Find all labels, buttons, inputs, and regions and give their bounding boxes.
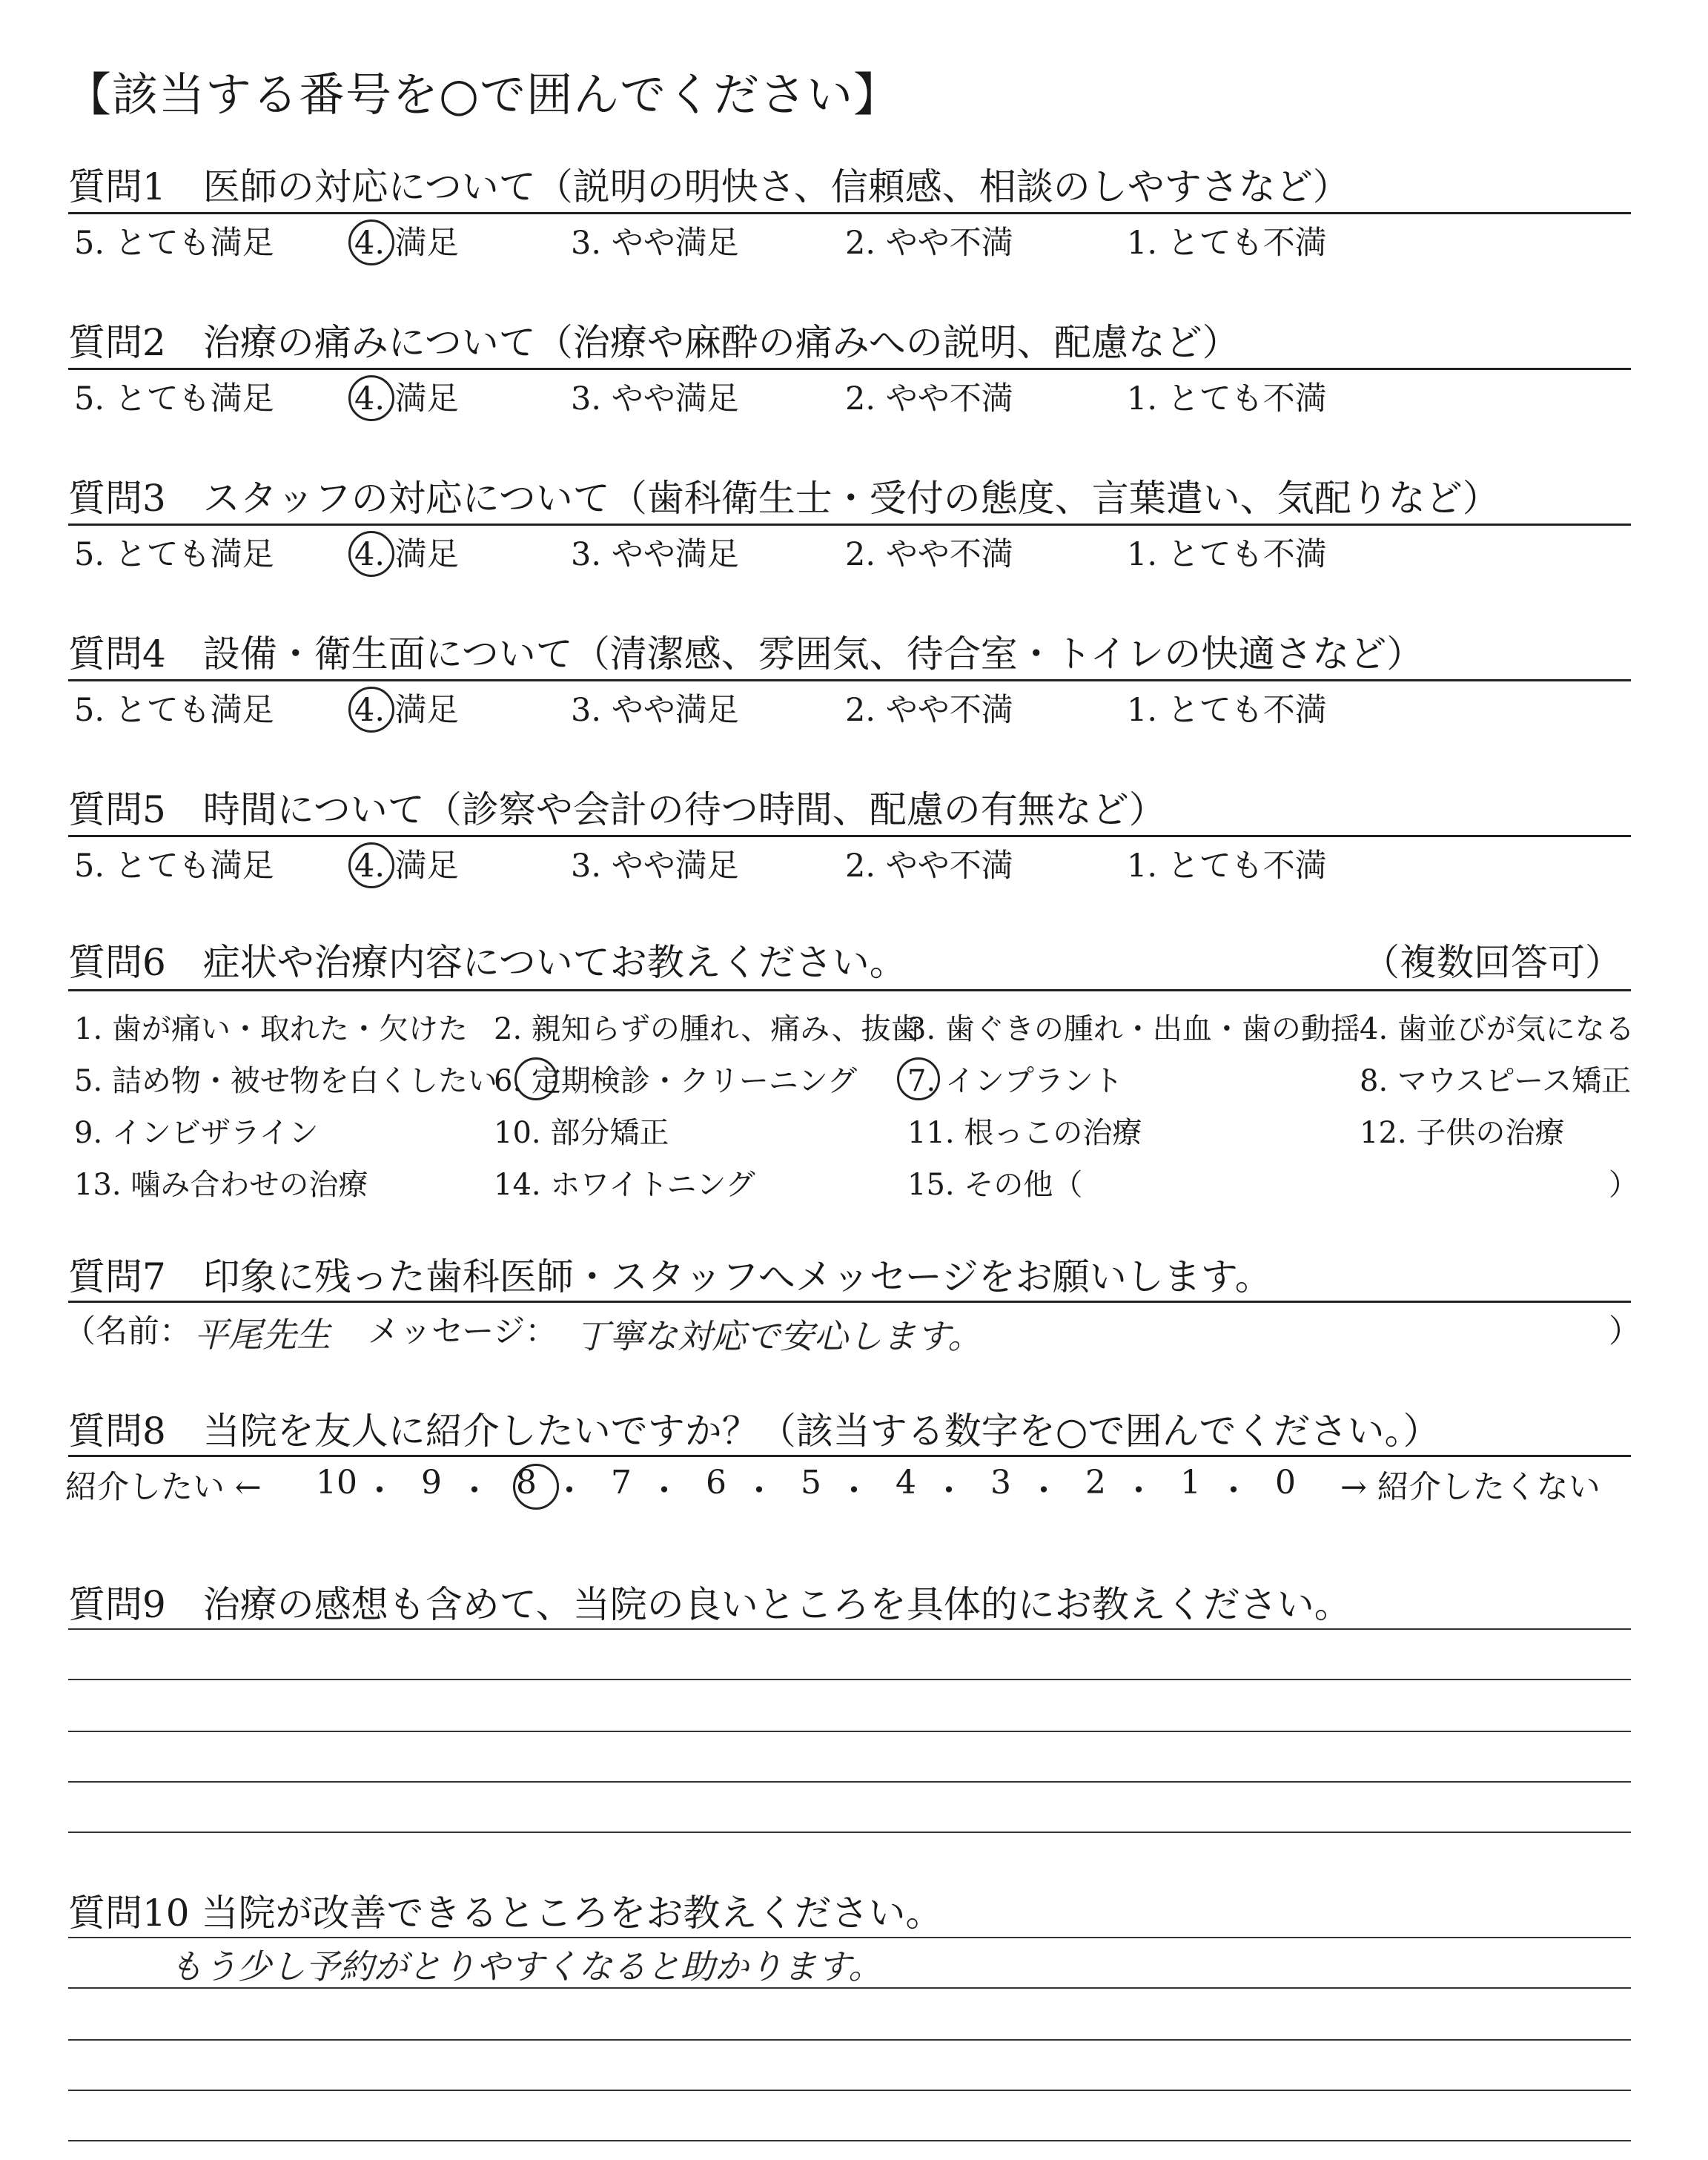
q1-option-5: 5. とても満足 [74, 225, 274, 262]
q6-option-1: 1. 歯が痛い・取れた・欠けた [74, 1012, 468, 1046]
q1-option-3: 3. やや満足 [571, 225, 739, 262]
q6-option-15: 15. その他（ [907, 1168, 1083, 1202]
q7-name-label: （名前： [64, 1313, 191, 1350]
q10-title: 質問10 当院が改善できるところをお教えください。 [68, 1892, 943, 1935]
q9-title: 質問9 治療の感想も含めて、当院の良いところを具体的にお教えください。 [68, 1583, 1351, 1626]
q10-line-2 [68, 1987, 1631, 1989]
q7-name-value: 平尾先生 [194, 1315, 331, 1355]
q4-rule [68, 679, 1631, 681]
q2-option-4: 4. 満足 [354, 380, 459, 417]
q7-message-label: メッセージ： [368, 1313, 557, 1350]
q2-option-2: 2. やや不満 [845, 380, 1013, 417]
q8-scale-5: 5 [801, 1464, 821, 1502]
q8-title: 質問8 当院を友人に紹介したいですか？（該当する数字を○で囲んでください。） [68, 1410, 1440, 1453]
q3-option-4: 4. 満足 [354, 536, 459, 573]
q6-option-9: 9. インビザライン [74, 1116, 319, 1150]
q8-separator: ・ [363, 1472, 396, 1510]
q6-option-13: 13. 噛み合わせの治療 [74, 1168, 368, 1202]
q6-note: （複数回答可） [1363, 941, 1622, 984]
q6-other-close-paren: ） [1609, 1168, 1638, 1202]
q8-scale-10: 10 [316, 1464, 357, 1502]
q8-scale-7: 7 [611, 1464, 632, 1502]
q1-circle-4 [348, 219, 394, 265]
q10-line-4 [68, 2090, 1631, 2091]
q6-option-12: 12. 子供の治療 [1360, 1116, 1565, 1150]
q5-option-1: 1. とても不満 [1127, 848, 1327, 885]
q8-scale-6: 6 [706, 1464, 726, 1502]
q6-option-4: 4. 歯並びが気になる [1360, 1012, 1635, 1046]
q4-title: 質問4 設備・衛生面について（清潔感、雰囲気、待合室・トイレの快適さなど） [68, 633, 1424, 676]
q8-separator: ・ [648, 1472, 681, 1510]
q8-rule [68, 1455, 1631, 1457]
q4-circle-4 [348, 687, 394, 733]
q6-option-2: 2. 親知らずの腫れ、痛み、抜歯 [494, 1012, 921, 1046]
q10-line-3 [68, 2039, 1631, 2041]
q5-option-3: 3. やや満足 [571, 848, 739, 885]
q6-option-8: 8. マウスピース矯正 [1360, 1064, 1632, 1098]
q8-scale-2: 2 [1085, 1464, 1106, 1502]
q8-scale-4: 4 [896, 1464, 916, 1502]
q8-separator: ・ [933, 1472, 965, 1510]
q6-option-14: 14. ホワイトニング [494, 1168, 755, 1202]
q9-line-5 [68, 1832, 1631, 1833]
q3-option-5: 5. とても満足 [74, 536, 274, 573]
q6-title: 質問6 症状や治療内容についてお教えください。 [68, 941, 907, 984]
q6-option-3: 3. 歯ぐきの腫れ・出血・歯の動揺 [907, 1012, 1360, 1046]
q8-scale-0: 0 [1275, 1464, 1296, 1502]
q5-option-4: 4. 満足 [354, 848, 459, 885]
q8-circle-8 [513, 1464, 559, 1510]
q5-circle-4 [348, 842, 394, 888]
q6-option-11: 11. 根っこの治療 [907, 1116, 1142, 1150]
q5-title: 質問5 時間について（診察や会計の待つ時間、配慮の有無など） [68, 788, 1166, 831]
q8-separator: ・ [553, 1472, 586, 1510]
q6-circle-6 [514, 1057, 557, 1100]
q3-title: 質問3 スタッフの対応について（歯科衛生士・受付の態度、言葉遣い、気配りなど） [68, 477, 1500, 520]
q8-left-label: 紹介したい ← [65, 1469, 262, 1506]
q9-line-1 [68, 1628, 1631, 1630]
q8-scale-3: 3 [990, 1464, 1011, 1502]
q8-separator: ・ [1027, 1472, 1060, 1510]
q5-rule [68, 835, 1631, 837]
q10-line-5 [68, 2140, 1631, 2141]
q1-rule [68, 212, 1631, 214]
q5-option-5: 5. とても満足 [74, 848, 274, 885]
q8-separator: ・ [1122, 1472, 1155, 1510]
q9-line-2 [68, 1679, 1631, 1680]
q4-option-5: 5. とても満足 [74, 692, 274, 729]
q6-circle-7 [897, 1057, 940, 1100]
q6-rule [68, 989, 1631, 991]
q2-option-3: 3. やや満足 [571, 380, 739, 417]
q3-option-2: 2. やや不満 [845, 536, 1013, 573]
q6-option-5: 5. 詰め物・被せ物を白くしたい [74, 1064, 497, 1098]
q4-option-4: 4. 満足 [354, 692, 459, 729]
q3-rule [68, 524, 1631, 526]
q8-right-label: → 紹介したくない [1340, 1469, 1601, 1506]
q4-option-3: 3. やや満足 [571, 692, 739, 729]
q8-separator: ・ [838, 1472, 870, 1510]
q8-scale-1: 1 [1180, 1464, 1201, 1502]
q1-option-1: 1. とても不満 [1127, 225, 1327, 262]
q10-answer: もう少し予約がとりやすくなると助かります。 [169, 1946, 883, 1986]
page-header: 【該当する番号を○で囲んでください】 [65, 67, 901, 122]
q10-line-1 [68, 1937, 1631, 1938]
q3-option-3: 3. やや満足 [571, 536, 739, 573]
q7-title: 質問7 印象に残った歯科医師・スタッフへメッセージをお願いします。 [68, 1255, 1272, 1298]
q6-option-10: 10. 部分矯正 [494, 1116, 669, 1150]
q1-option-4: 4. 満足 [354, 225, 459, 262]
q8-separator: ・ [743, 1472, 775, 1510]
q2-title: 質問2 治療の痛みについて（治療や麻酔の痛みへの説明、配慮など） [68, 321, 1239, 364]
q1-title: 質問1 医師の対応について（説明の明快さ、信頼感、相談のしやすさなど） [68, 165, 1350, 208]
q6-option-6: 6. 定期検診・クリーニング [494, 1064, 858, 1098]
q2-option-5: 5. とても満足 [74, 380, 274, 417]
q8-scale-9: 9 [421, 1464, 442, 1502]
q9-line-3 [68, 1731, 1631, 1732]
q7-rule [68, 1301, 1631, 1303]
q3-option-1: 1. とても不満 [1127, 536, 1327, 573]
q2-rule [68, 368, 1631, 370]
q3-circle-4 [348, 531, 394, 577]
q7-message-value: 丁寧な対応で安心します。 [575, 1316, 982, 1356]
q5-option-2: 2. やや不満 [845, 848, 1013, 885]
q6-option-7: 7. インプラント [907, 1064, 1123, 1098]
q9-line-4 [68, 1781, 1631, 1783]
q4-option-1: 1. とても不満 [1127, 692, 1327, 729]
q1-option-2: 2. やや不満 [845, 225, 1013, 262]
q8-separator: ・ [1217, 1472, 1250, 1510]
q8-separator: ・ [458, 1472, 491, 1510]
q2-option-1: 1. とても不満 [1127, 380, 1327, 417]
q7-close-paren: ） [1609, 1313, 1641, 1350]
q8-scale-8: 8 [516, 1464, 537, 1502]
q4-option-2: 2. やや不満 [845, 692, 1013, 729]
q2-circle-4 [348, 375, 394, 421]
